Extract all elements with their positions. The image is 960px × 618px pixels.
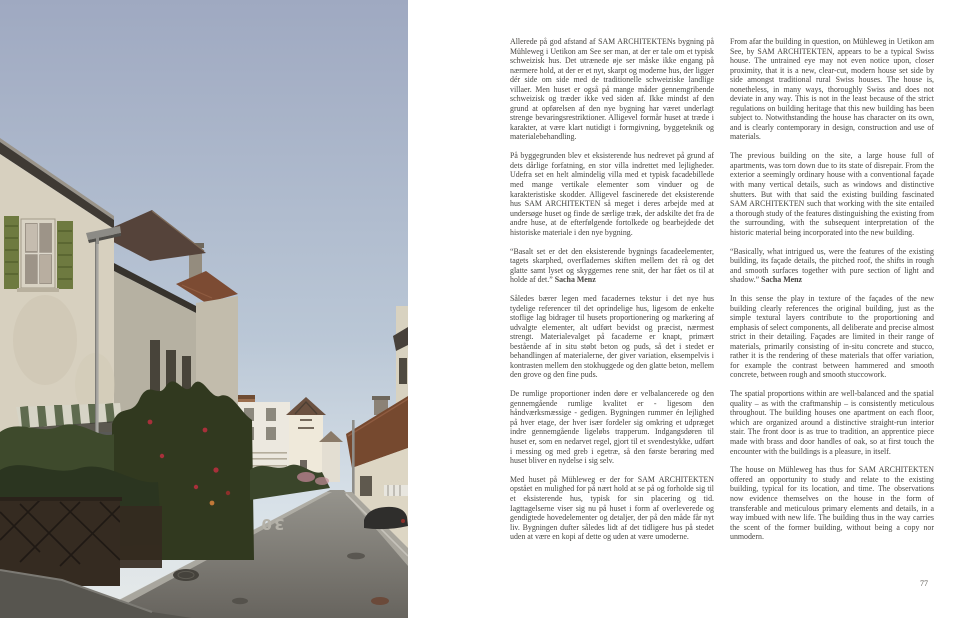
paragraph-danish-6: Med huset på Mühleweg er der for SAM ARCHITEKTEN opstået en mulighed for på nært hold at se på og forholde sig til et eksisterende hus, typisk for sin placering og tid. Iagttagelserne viser sig nu på huset i form af overleverede og gendigtede hovedelementer og detaljer, der på den måde får nyt liv. Bygningen dufter således lidt af det tidligere hus på stedet uden at være en kopi af dette og uden at være umoderne. xyxy=(510,474,714,542)
manhole-cover xyxy=(173,569,199,581)
road-marking-30: 30 xyxy=(259,515,285,533)
paragraph-danish-2: På byggegrunden blev et eksisterende hus nedrevet på grund af dets dårlige forfatning, en stor villa indrettet med lejligheder. Udefra set en helt almindelig villa med et typisk facadebillede med mange vertikale elementer som vinduer og de karakteristiske skodder. Alligevel fascinerede det eksisterende hus SAM ARCHITEKTEN så meget i deres arbejde med at undersøge huset og finde de særlige træk, der adskilte det fra de andre huse, at de efterfølgende fortolkede og bearbejdede det historiske materiale i den nye bygning. xyxy=(510,151,714,237)
paragraph-english-6: The house on Mühleweg has thus for SAM ARCHITEKTEN offered an opportunity to study and relate to the existing building, typical for its location, and time. The observations now evidence themselves on the house in the form of transferable and meticulous primary elements and details, in a way imbued with new life. The building thus in the way carries the scent of the former building, without being a copy nor unmodern. xyxy=(730,465,934,542)
paragraph-english-2: The previous building on the site, a large house full of apartments, was torn down due to its state of disrepair. From the exterior a seemingly ordinary house with a conventional façade with many vertical details, such as windows and distinctive shutters. But with that said the existing building fascinated SAM ARCHITEKTEN such that working with the site entailed a thorough study of the features distinguishing the existing from the surrounding, with the subsequent interpretation of the historic material being incorporated into the new building. xyxy=(730,151,934,237)
quote-attribution: Sacha Menz xyxy=(554,275,596,285)
pull-quote-english xyxy=(730,247,934,285)
pull-quote-danish xyxy=(510,247,714,285)
paragraph-english-5: The spatial proportions within are well-balanced and the spatial quality – as with the craftmanship – is consistently meticulous throughout. The building houses one apartment on each floor, which are organized around a distinctive straight-run interior stair. The front door is as true to tradition, an apprentice piece made with brass and door handles of oak, so at first touch the encounter with the buildings is a pleasure, in itself. xyxy=(730,389,934,456)
quote-text: “Basically, what intrigued us, were the features of the existing building, its façade details, the pitched roof, the shifts in rough and smooth surfaces together with pure section of light and shadow.” xyxy=(730,246,934,285)
paragraph-english-1: From afar the building in question, on Mühleweg in Uetikon am See, by SAM ARCHITEKTEN, appears to be a typical Swiss house. The untrained eye may not even notice upon, closer proximity, that it is a new, clear-cut, modern house set side by side amongst traditional rural Swiss houses. The house is, nonetheless, in many ways, thoroughly Swiss and does not deviate in any way. This is not in the least because of the strict regulations on building heritage that this new building has been subject to. Notwithstanding the house has character on its own, and is clearly contemporary in design, construction and use of materials. xyxy=(730,37,934,142)
paragraph-english-4: In this sense the play in texture of the façades of the new building clearly references the original building, just as the simple textural layers contribute to the proportioning and emphasis of select components, all deliberate and precise almost strict in their detailing. Façades are limited in their range of materials, primarily consisting of in-situ concrete and stucco, rather it is the rendering of these materials that offer variation, for example the contrast between hammered and smooth concrete, between rough and smooth stuccowork. xyxy=(730,294,934,380)
paragraph-danish-5: De rumlige proportioner inden døre er velbalancerede og den gennemgående rumlige kvalitet er - ligesom den håndværksmæssige - gedigen. Bygningen rummer én lejlighed på hver etage, der hver især fordeler sig omkring et udpræget indre gennemgående ligeløbs trapperum. Indgangsdøren til huset er, som en nedarvet regel, gjort til et svendestykke, udført i messing og med greb i egetræ, så den første berøring med huset bliver en nydelse i sig selv. xyxy=(510,389,714,466)
paragraph-danish-1: Allerede på god afstand af SAM ARCHITEKTENs bygning på Mühleweg i Uetikon am See ser man, at der er tale om et typisk schweizisk hus. Det utrænede øje ser måske ikke engang på nærmere hold, at der er et nyt, skarpt og moderne hus, der ligger dér side om side med de traditionelle schweiziske landlige villaer. Men huset er også på mange måder gennemgribende schweizisk og træder ikke ved siden af. Ikke mindst af den grund at opførelsen af den nye bygning har været underlagt strenge bevaringsrestriktioner. Alligevel formår huset at træde i karakter, at være klart nutidigt i formgivning, byggeteknik og materialebehandling. xyxy=(510,37,714,142)
street-photograph xyxy=(0,0,408,618)
quote-attribution: Sacha Menz xyxy=(761,275,803,285)
paragraph-danish-4: Således bærer legen med facadernes tekstur i det nye hus tydelige referencer til det oprindelige hus, ligesom de enkelte stoflige lag bidrager til husets proportionering og markering af udvalgte elementer, alt udført bevidst og præcist, nærmest strengt. Materialevalget på facaderne er knapt, primært bestående af in situ støbt beton og puds, så det i stedet er behandlingen af materialerne, der giver variation, eksempelvis i kontrasten mellem den stokhuggede og den glatte beton, mellem den grove og den fine puds. xyxy=(510,294,714,380)
quote-text: “Basalt set er det den eksisterende bygnings facadeelementer, tagets skarphed, overfladernes skiften mellem det rå og det glatte samt lyset og skyggernes rene snit, der har fået os til at holde af det.” xyxy=(510,246,714,285)
shuttered-window xyxy=(4,216,73,292)
column-english xyxy=(730,37,934,551)
page-number: 77 xyxy=(920,579,928,588)
column-danish xyxy=(510,37,714,551)
